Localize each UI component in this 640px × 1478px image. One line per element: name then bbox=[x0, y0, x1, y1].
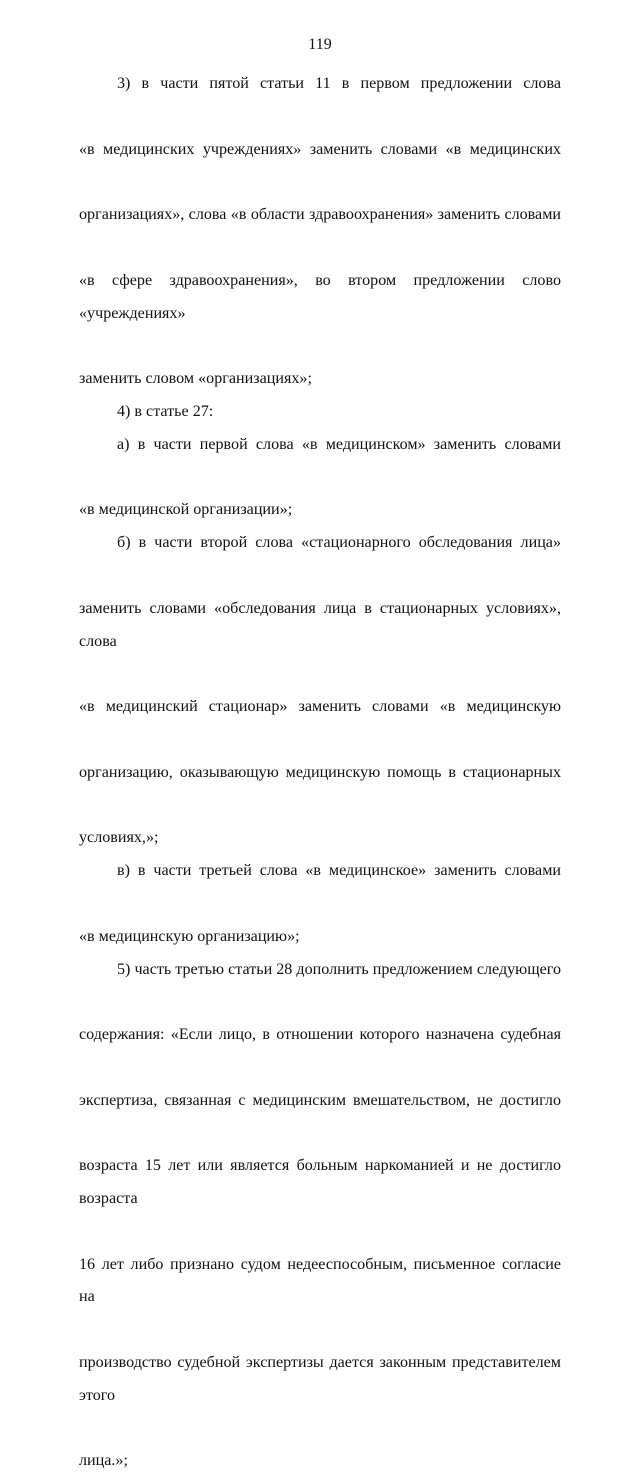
text-line: «в медицинских учреждениях» заменить словами «в медицинских bbox=[79, 140, 561, 158]
paragraph bbox=[79, 527, 561, 855]
text-line: содержания: «Если лицо, в отношении которого назначена судебная bbox=[79, 1026, 561, 1044]
text-line: «в медицинской организации»; bbox=[79, 501, 293, 519]
paragraph bbox=[79, 429, 561, 527]
text-line: производство судебной экспертизы дается законным представителем этого bbox=[79, 1354, 561, 1404]
document-body bbox=[79, 68, 561, 1478]
text-line: б) в части второй слова «стационарного обследования лица» bbox=[117, 534, 561, 552]
text-line: экспертиза, связанная с медицинским вмешательством, не достигло bbox=[79, 1091, 561, 1109]
text-line: 3) в части пятой статьи 11 в первом предложении слова bbox=[117, 75, 561, 92]
text-line: 4) в статье 27: bbox=[117, 402, 214, 420]
paragraph bbox=[79, 954, 561, 1478]
paragraph bbox=[79, 68, 561, 396]
text-line: в) в части третьей слова «в медицинское» заменить словами bbox=[117, 862, 561, 880]
text-line: условиях,»; bbox=[79, 829, 159, 847]
page-number: 119 bbox=[308, 36, 332, 53]
text-line: «в сфере здравоохранения», во втором предложении слово «учреждениях» bbox=[79, 271, 561, 322]
text-line: организацию, оказывающую медицинскую помощь в стационарных bbox=[79, 763, 561, 781]
text-line: возраста 15 лет или является больным наркоманией и не достигло возраста bbox=[79, 1157, 561, 1208]
text-line: организациях», слова «в области здравоохранения» заменить словами bbox=[79, 206, 561, 224]
text-line: а) в части первой слова «в медицинском» заменить словами bbox=[117, 435, 561, 453]
text-line: заменить словом «организациях»; bbox=[79, 370, 312, 388]
text-line: «в медицинский стационар» заменить словами «в медицинскую bbox=[79, 698, 561, 716]
text-line: 16 лет либо признано судом недееспособным, письменное согласие на bbox=[79, 1255, 561, 1306]
text-line: заменить словами «обследования лица в стационарных условиях», слова bbox=[79, 599, 561, 650]
paragraph bbox=[79, 855, 561, 953]
text-line: лица.»; bbox=[79, 1452, 128, 1470]
text-line: 5) часть третью статьи 28 дополнить предложением следующего bbox=[117, 960, 561, 978]
text-line: «в медицинскую организацию»; bbox=[79, 927, 300, 945]
paragraph bbox=[79, 396, 561, 429]
